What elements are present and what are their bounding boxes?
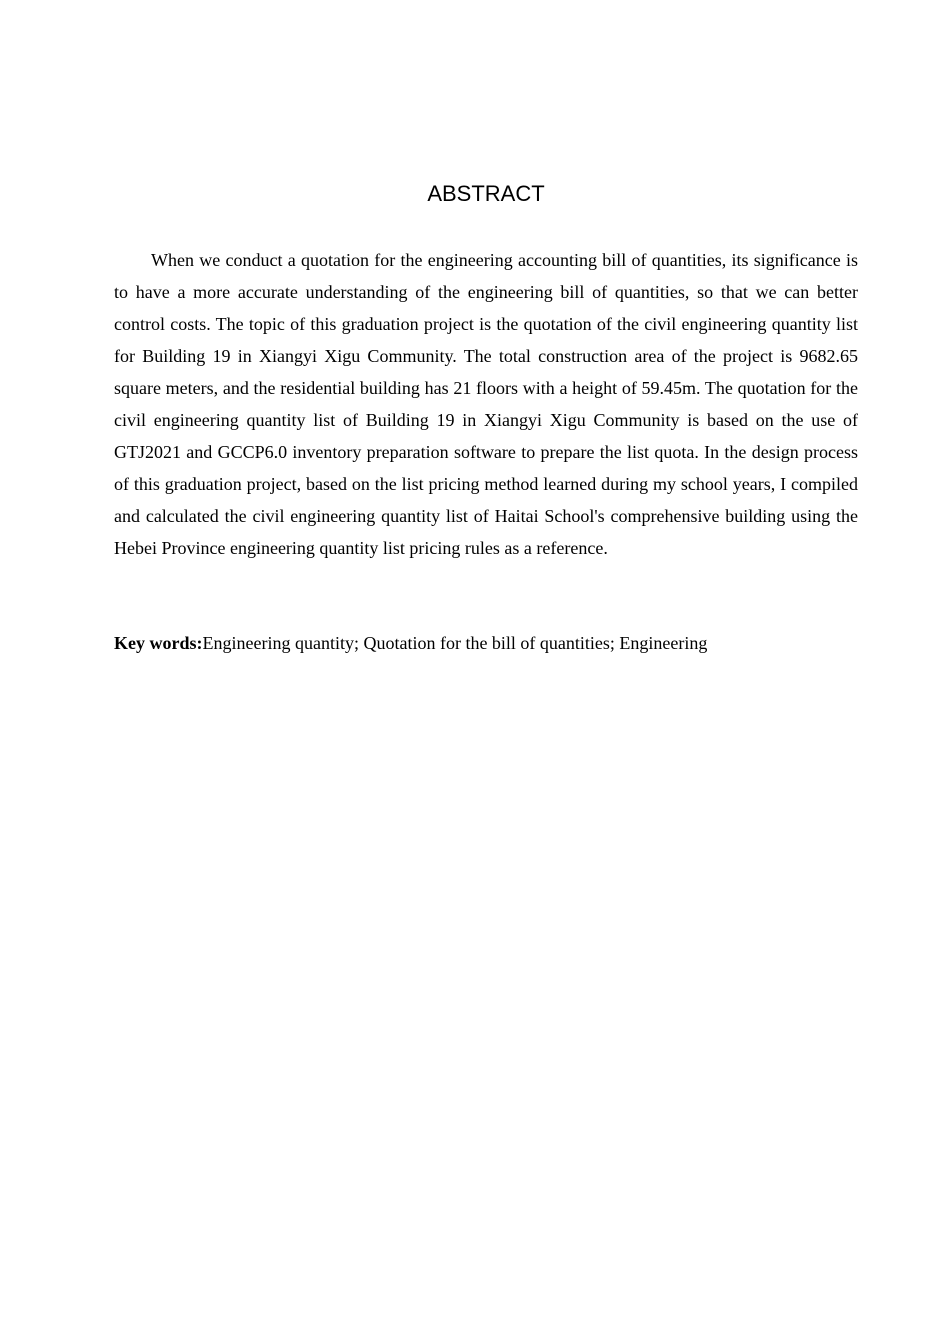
keywords-label: Key words: — [114, 633, 203, 653]
keywords-text: Engineering quantity; Quotation for the bill of quantities; Engineering — [202, 633, 708, 653]
abstract-body: When we conduct a quotation for the engineering accounting bill of quantities, its significance is to have a more accurate understanding of the engineering bill of quantities, so that we can better control costs. The topic of this graduation project is the quotation of the civil engineering quantity list for Building 19 in Xiangyi Xigu Community. The total construction area of the project is 9682.65 square meters, and the residential building has 21 floors with a height of 59.45m. The quotation for the civil engineering quantity list of Building 19 in Xiangyi Xigu Community is based on the use of GTJ2021 and GCCP6.0 inventory preparation software to prepare the list quota. In the design process of this graduation project, based on the list pricing method learned during my school years, I compiled and calculated the civil engineering quantity list of Haitai School's comprehensive building using the Hebei Province engineering quantity list pricing rules as a reference. — [114, 250, 858, 558]
abstract-title: ABSTRACT — [427, 181, 545, 206]
keywords-line — [114, 627, 858, 659]
